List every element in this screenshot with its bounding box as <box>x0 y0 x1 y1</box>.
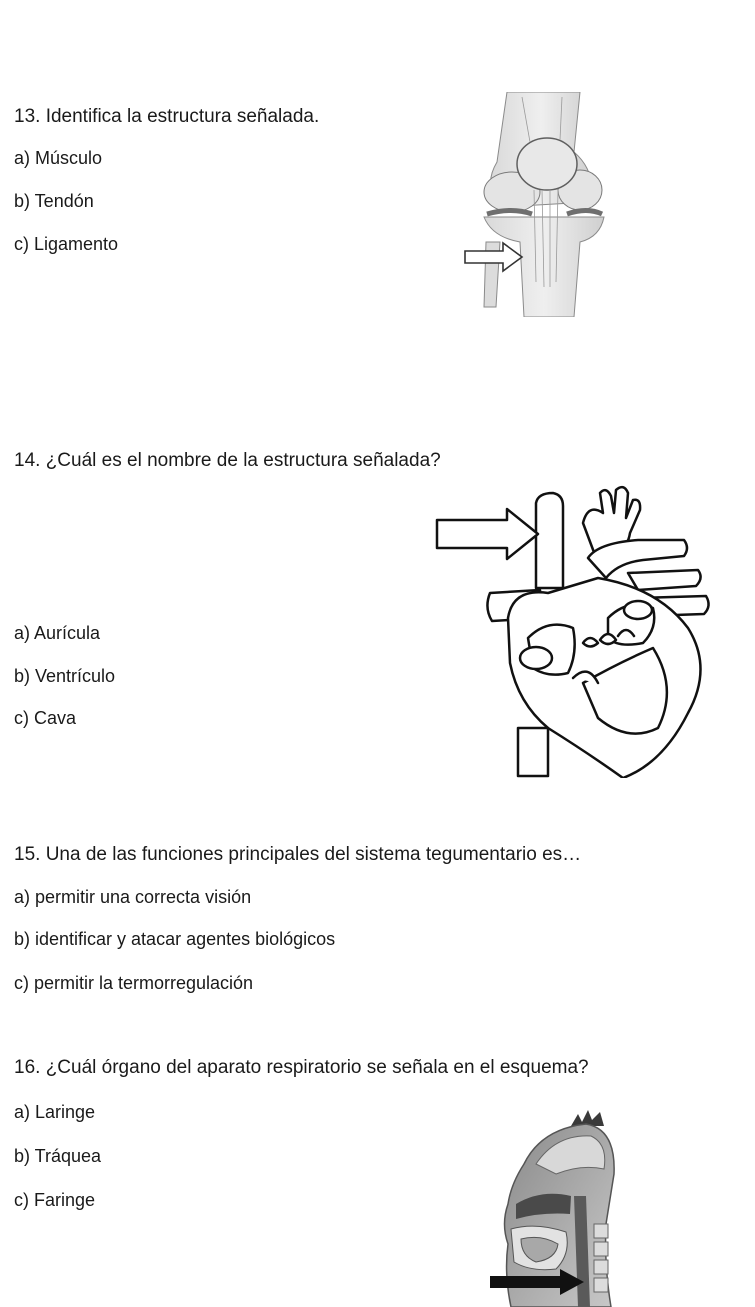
question-14-option-b[interactable]: b) Ventrículo <box>14 666 116 686</box>
question-16-option-b[interactable]: b) Tráquea <box>14 1146 102 1166</box>
question-14-option-a[interactable]: a) Aurícula <box>14 623 101 643</box>
pointer-arrow-icon <box>488 1267 588 1297</box>
question-14-option-c[interactable]: c) Cava <box>14 708 77 728</box>
question-13-option-b[interactable]: b) Tendón <box>14 191 94 211</box>
question-13-option-c[interactable]: c) Ligamento <box>14 234 119 254</box>
question-13-title: 13. Identifica la estructura señalada. <box>14 106 320 127</box>
knee-joint-illustration <box>462 92 612 317</box>
question-16-option-a[interactable]: a) Laringe <box>14 1102 96 1122</box>
question-14-title: 14. ¿Cuál es el nombre de la estructura señalada? <box>14 450 441 471</box>
question-16-title: 16. ¿Cuál órgano del aparato respiratorio se señala en el esquema? <box>14 1057 589 1078</box>
question-15-title: 15. Una de las funciones principales del sistema tegumentario es… <box>14 844 582 865</box>
question-13-option-a[interactable]: a) Músculo <box>14 148 103 168</box>
question-15-option-a[interactable]: a) permitir una correcta visión <box>14 887 252 907</box>
pointer-arrow-icon <box>434 506 542 562</box>
question-15-option-c[interactable]: c) permitir la termorregulación <box>14 973 254 993</box>
question-16-option-c[interactable]: c) Faringe <box>14 1190 96 1210</box>
pointer-arrow-icon <box>463 240 525 274</box>
question-15-option-b[interactable]: b) identificar y atacar agentes biológicos <box>14 929 336 949</box>
